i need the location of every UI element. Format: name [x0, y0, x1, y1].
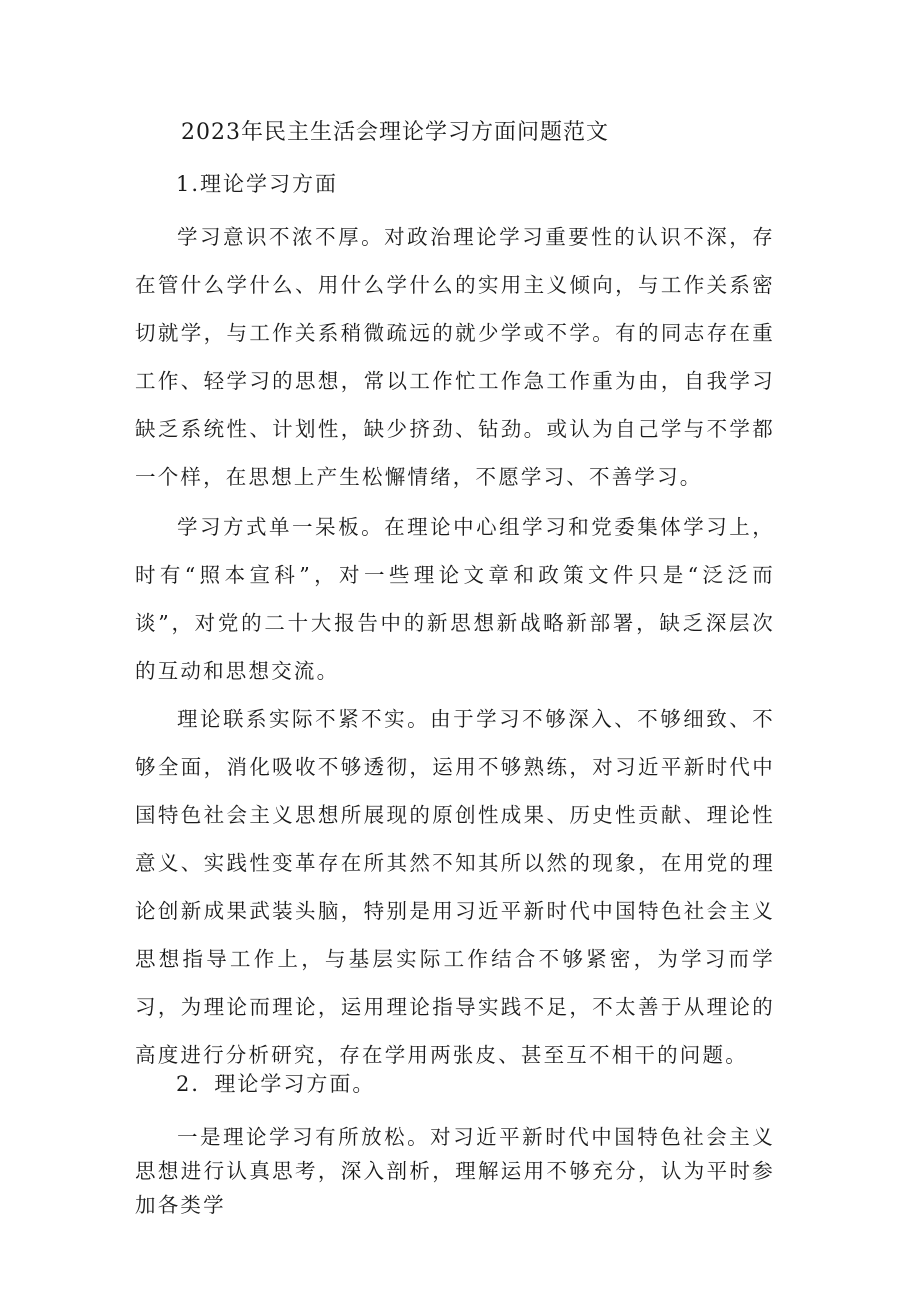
paragraph-theory-practice: 理论联系实际不紧不实。由于学习不够深入、不够细致、不够全面，消化吸收不够透彻，运用不够熟练，对习近平新时代中国特色社会主义思想所展现的原创性成果、历史性贡献、理论性意义、实践性变革存在所其然不知其所以然的现象，在用党的理论创新成果武装头脑，特别是用习近平新时代中国特色社会主义思想指导工作上，与基层实际工作结合不够紧密，为学习而学习，为理论而理论，运用理论指导实践不足，不太善于从理论的高度进行分析研究，存在学用两张皮、甚至互不相干的问题。	[135, 707, 775, 1067]
paragraph-section-2: 一是理论学习有所放松。对习近平新时代中国特色社会主义思想进行认真思考，深入剖析，理解运用不够充分，认为平时参加各类学	[135, 1125, 775, 1217]
document-title: 2023年民主生活会理论学习方面问题范文	[181, 120, 609, 145]
paragraph-learning-awareness: 学习意识不浓不厚。对政治理论学习重要性的认识不深，存在管什么学什么、用什么学什么的实用主义倾向，与工作关系密切就学，与工作关系稍微疏远的就少学或不学。有的同志存在重工作、轻学习的思想，常以工作忙工作急工作重为由，自我学习缺乏系统性、计划性，缺少挤劲、钻劲。或认为自己学与不学都一个样，在思想上产生松懈情绪，不愿学习、不善学习。	[135, 225, 775, 489]
section-1-heading: 1.理论学习方面	[176, 172, 339, 196]
paragraph-learning-method: 学习方式单一呆板。在理论中心组学习和党委集体学习上，时有“照本宣科”，对一些理论文章和政策文件只是“泛泛而谈”，对党的二十大报告中的新思想新战略新部署，缺乏深层次的互动和思想交流。	[135, 515, 775, 683]
section-2-heading: 2．理论学习方面。	[176, 1072, 376, 1096]
